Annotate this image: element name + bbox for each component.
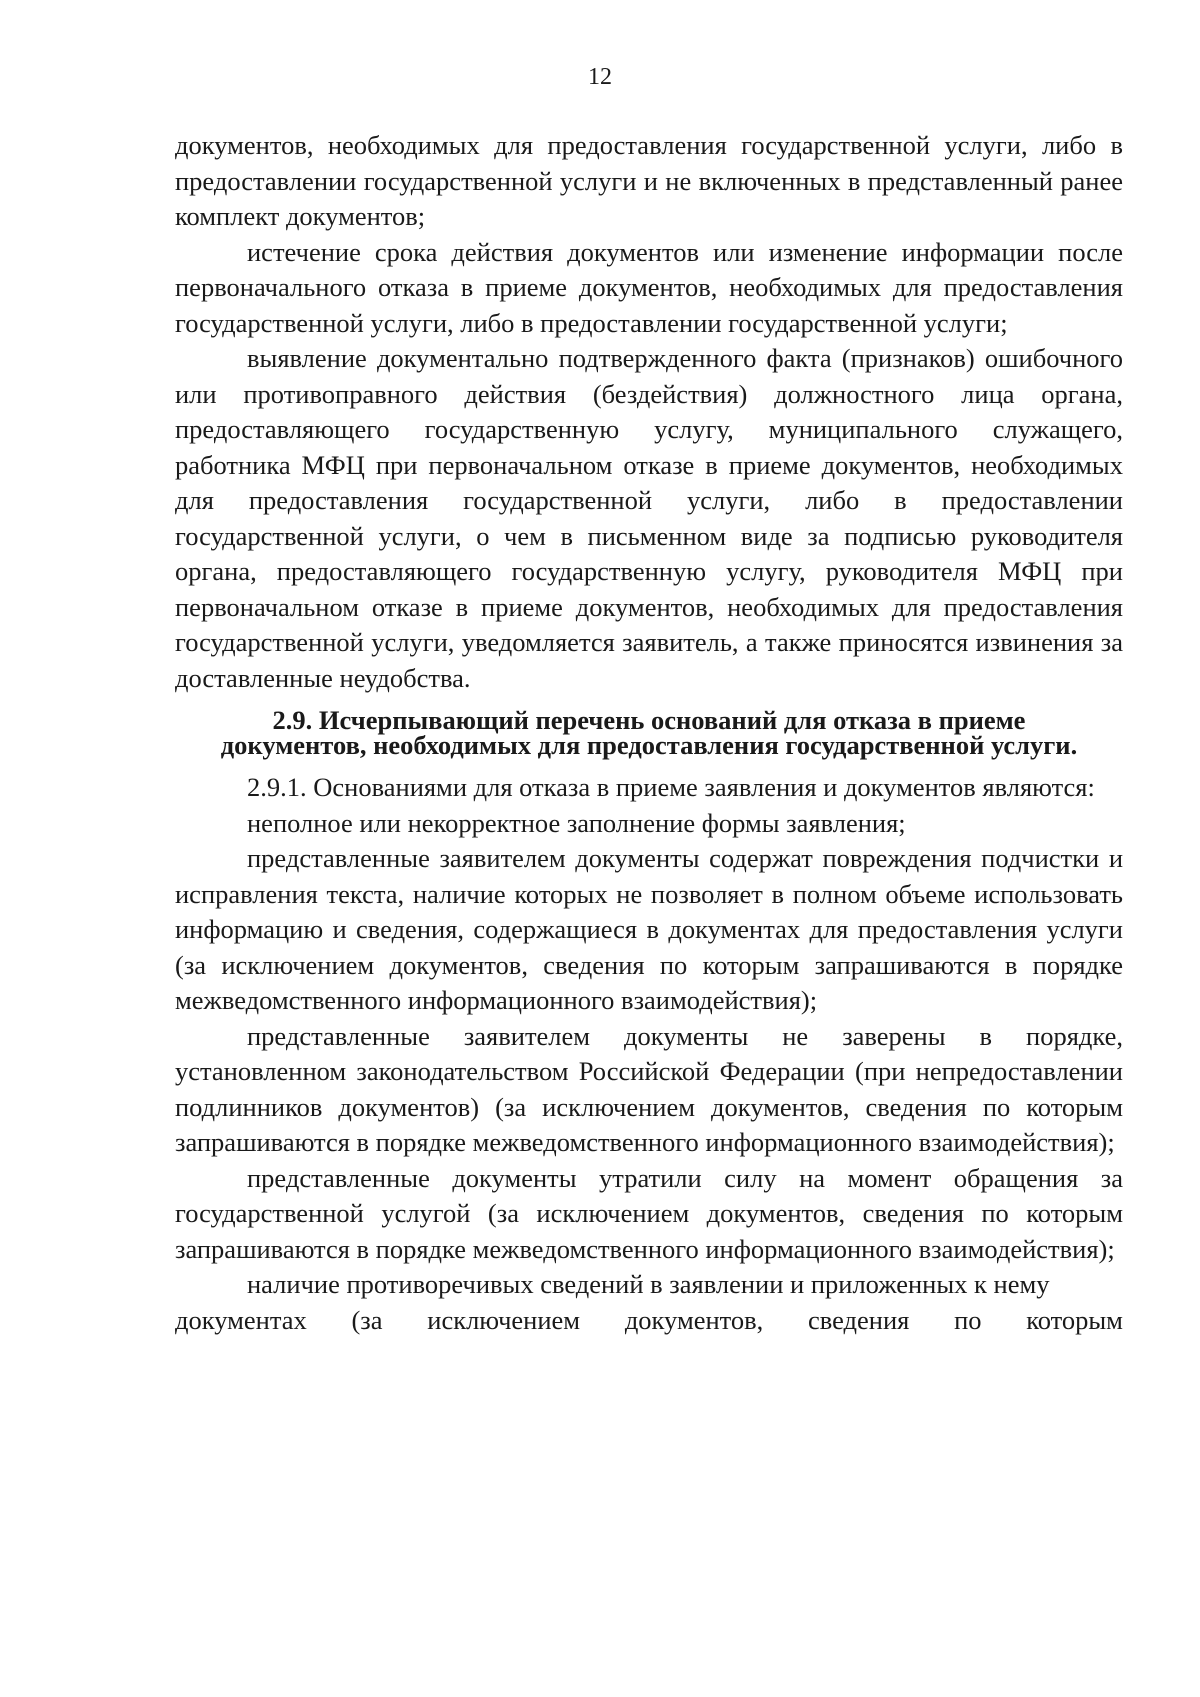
- word: сведения: [808, 1304, 910, 1335]
- paragraph: документов, необходимых для предоставления государственной услуги, либо в предоставлении государственной услуги и не включенных в представленный ранее комплект документов;: [175, 130, 1123, 231]
- paragraph-continuation-line: [175, 1303, 1123, 1339]
- word: (за: [351, 1304, 383, 1335]
- paragraph: неполное или некорректное заполнение формы заявления;: [247, 807, 906, 838]
- word: исключением: [427, 1304, 581, 1335]
- word: по: [954, 1304, 982, 1335]
- word: которым: [1026, 1304, 1123, 1335]
- paragraph: наличие противоречивых сведений в заявлении и приложенных к нему: [247, 1269, 1050, 1299]
- paragraph: истечение срока действия документов или изменение информации после первоначального отказа в приеме документов, необходимых для предоставления государственной услуги, либо в предоставлении государственной услуги;: [175, 236, 1123, 338]
- paragraph: представленные заявителем документы содержат повреждения подчистки и исправления текста, наличие которых не позволяет в полном объеме использовать информацию и сведения, содержащиеся в документах для предоставления услуги (за исключением документов, сведения по которым запрашиваются в порядке межведомственного информационного взаимодействия);: [175, 843, 1123, 1015]
- word: документах: [175, 1304, 307, 1335]
- section-heading-line: 2.9. Исчерпывающий перечень оснований для отказа в приеме: [272, 705, 1026, 735]
- section-heading: [175, 705, 1123, 760]
- word: документов,: [624, 1304, 764, 1335]
- paragraph: представленные документы утратили силу на момент обращения за государственной услугой (за исключением документов, сведения по которым запрашиваются в порядке межведомственного информационного взаимодействия);: [175, 1162, 1123, 1264]
- paragraph: выявление документально подтвержденного факта (признаков) ошибочного или противоправного действия (бездействия) должностного лица органа, предоставляющего государственную услугу, муниципального служащего, работника МФЦ при первоначальном отказе в приеме документов, необходимых для предоставления государственной услуги, либо в предоставлении государственной услуги, о чем в письменном виде за подписью руководителя органа, предоставляющего государственную услугу, руководителя МФЦ при первоначальном отказе в приеме документов, необходимых для предоставления государственной услуги, уведомляется заявитель, а также приносятся извинения за доставленные неудобства.: [175, 343, 1123, 693]
- document-body: [175, 128, 1123, 1338]
- paragraph: представленные заявителем документы не заверены в порядке, установленном законодательством Российской Федерации (при непредоставлении подлинников документов) (за исключением документов, сведения по которым запрашиваются в порядке межведомственного информационного взаимодействия);: [175, 1020, 1123, 1157]
- paragraph: 2.9.1. Основаниями для отказа в приеме заявления и документов являются:: [247, 772, 1095, 802]
- section-heading-line: документов, необходимых для предоставления государственной услуги.: [220, 730, 1078, 760]
- page-number: 12: [588, 64, 612, 90]
